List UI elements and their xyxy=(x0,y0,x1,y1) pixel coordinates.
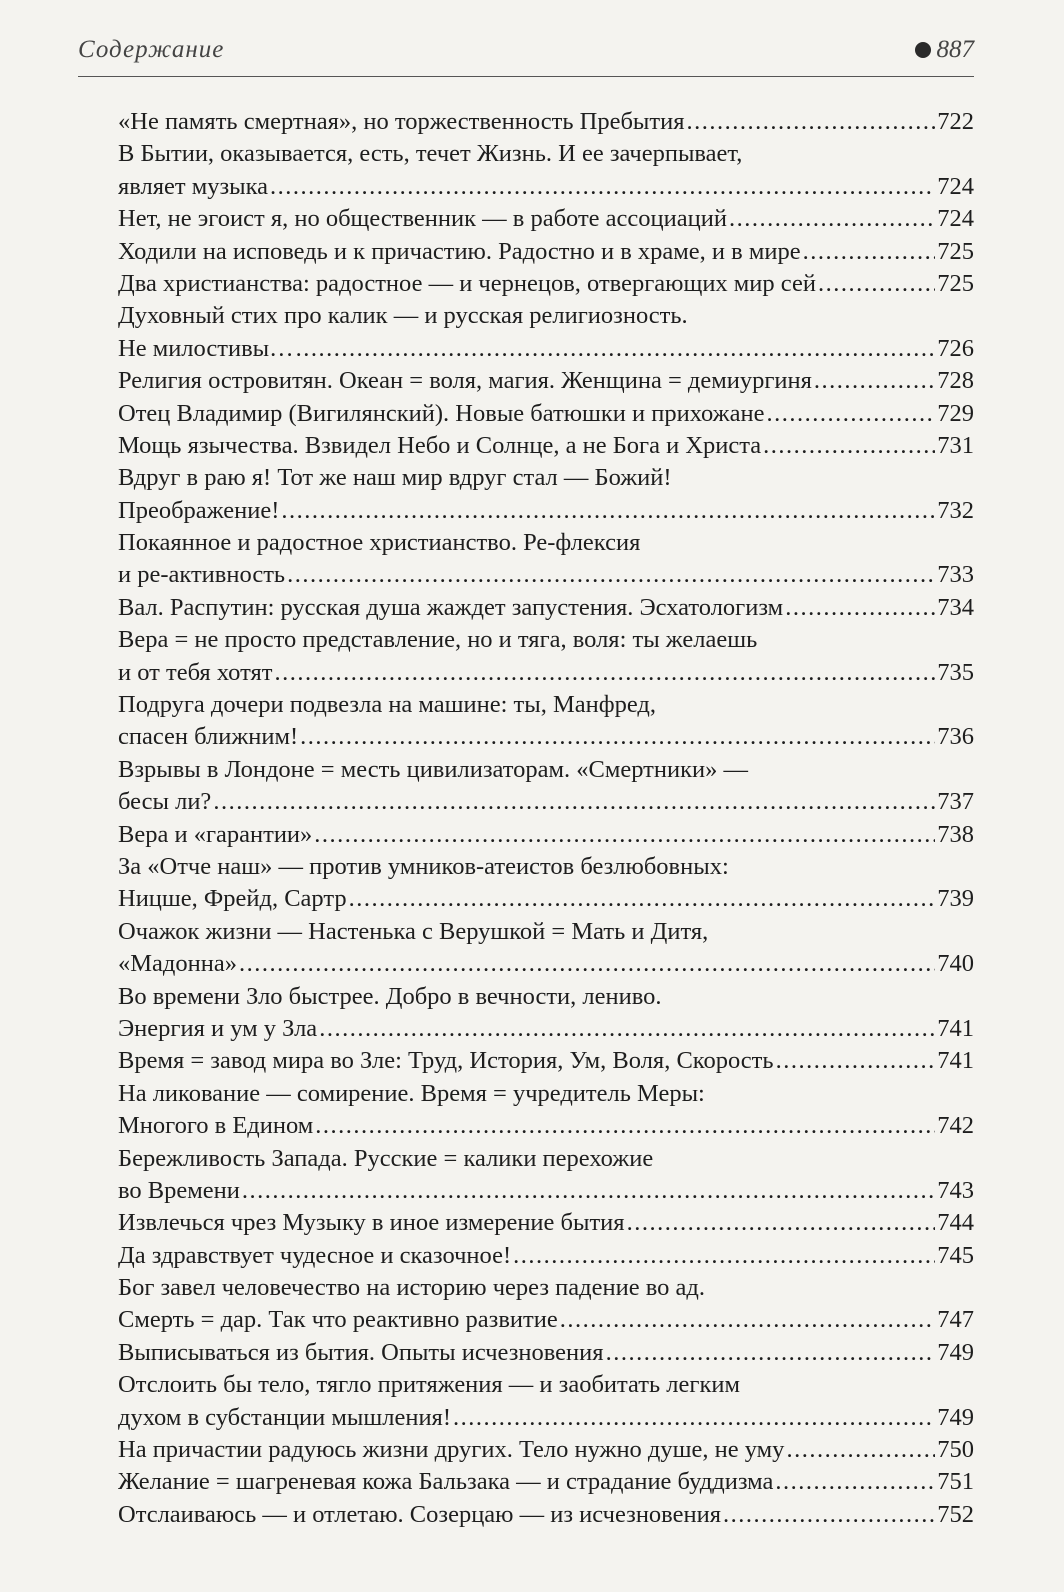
toc-entry[interactable] xyxy=(118,624,974,689)
dot-leader xyxy=(686,106,935,138)
toc-page-number: 731 xyxy=(937,431,974,459)
toc-entry[interactable] xyxy=(118,1272,974,1337)
table-of-contents xyxy=(118,106,974,1531)
toc-page-number: 741 xyxy=(937,1047,974,1075)
dot-leader xyxy=(319,1013,935,1045)
toc-page-number: 733 xyxy=(937,561,974,589)
toc-page-number: 752 xyxy=(937,1500,974,1528)
toc-entry-line xyxy=(118,786,974,818)
toc-entry[interactable] xyxy=(118,106,974,138)
toc-entry-line xyxy=(118,1045,974,1077)
dot-leader xyxy=(239,948,935,980)
bullet-icon xyxy=(915,42,931,58)
toc-entry-line: За «Отче наш» — против умников-атеистов безлюбовных: xyxy=(118,852,729,880)
toc-entry-title: «Не память смертная», но торжественность Пребытия xyxy=(118,108,685,135)
toc-entry-line: Подруга дочери подвезла на машине: ты, Манфред, xyxy=(118,691,656,719)
toc-entry-title: и от тебя хотят xyxy=(118,658,273,686)
toc-entry[interactable] xyxy=(118,1240,974,1272)
toc-entry-line xyxy=(118,495,974,527)
toc-page-number: 735 xyxy=(937,658,974,686)
toc-entry[interactable] xyxy=(118,916,974,981)
dot-leader xyxy=(803,236,936,268)
toc-entry[interactable] xyxy=(118,1499,974,1531)
toc-page-number: 747 xyxy=(937,1306,974,1334)
toc-entry[interactable] xyxy=(118,754,974,819)
toc-page-number: 738 xyxy=(937,820,974,848)
toc-entry[interactable] xyxy=(118,462,974,527)
dot-leader xyxy=(785,592,935,624)
toc-entry-title: Отслаиваюсь — и отлетаю. Созерцаю — из исчезновения xyxy=(118,1500,721,1528)
running-header xyxy=(78,28,974,77)
toc-entry[interactable] xyxy=(118,1143,974,1208)
toc-entry-line: Вера = не просто представление, но и тяга, воля: ты желаешь xyxy=(118,626,758,654)
toc-entry[interactable] xyxy=(118,527,974,592)
dot-leader xyxy=(270,171,935,203)
toc-entry[interactable] xyxy=(118,236,974,268)
toc-page-number: 740 xyxy=(937,950,974,978)
toc-page-number: 722 xyxy=(937,108,974,135)
dot-leader xyxy=(775,1466,935,1498)
dot-leader xyxy=(242,1175,935,1207)
toc-entry-line xyxy=(118,1175,974,1207)
toc-page-number: 732 xyxy=(937,496,974,524)
toc-entry-title: во Времени xyxy=(118,1176,240,1204)
toc-entry-line xyxy=(118,236,974,268)
toc-entry-line xyxy=(118,430,974,462)
page-number-block xyxy=(915,36,975,64)
toc-entry-line xyxy=(118,398,974,430)
dot-leader xyxy=(627,1207,936,1239)
toc-entry-title: Не милостивы… xyxy=(118,334,294,362)
toc-entry-title: духом в субстанции мышления! xyxy=(118,1403,451,1431)
toc-page-number: 724 xyxy=(937,172,974,200)
toc-page-number: 749 xyxy=(937,1338,974,1366)
toc-entry-title: Религия островитян. Океан = воля, магия. Женщина = демиургиня xyxy=(118,367,812,395)
dot-leader xyxy=(287,559,935,591)
toc-entry-title: Выписываться из бытия. Опыты исчезновения xyxy=(118,1338,604,1366)
toc-entry[interactable] xyxy=(118,365,974,397)
toc-entry[interactable] xyxy=(118,268,974,300)
toc-entry[interactable] xyxy=(118,1337,974,1369)
toc-entry[interactable] xyxy=(118,689,974,754)
dot-leader xyxy=(729,203,935,235)
toc-entry-title: Многого в Едином xyxy=(118,1112,314,1140)
toc-page-number: 750 xyxy=(937,1436,974,1464)
toc-entry-line xyxy=(118,171,974,203)
toc-entry-title: спасен ближним! xyxy=(118,723,299,751)
toc-entry[interactable] xyxy=(118,1434,974,1466)
toc-entry-line: На ликование — сомирение. Время = учредитель Меры: xyxy=(118,1079,705,1107)
toc-entry-line: Духовный стих про калик — и русская религиозность. xyxy=(118,302,688,330)
toc-page-number: 751 xyxy=(937,1468,974,1496)
toc-entry-line xyxy=(118,333,974,365)
toc-entry-line: Отслоить бы тело, тягло притяжения — и заобитать легким xyxy=(118,1371,740,1399)
toc-entry-line: Взрывы в Лондоне = месть цивилизаторам. «Смертники» — xyxy=(118,755,748,783)
toc-entry-line xyxy=(118,1240,974,1272)
toc-entry-title: Вера и «гарантии» xyxy=(118,820,313,848)
toc-entry[interactable] xyxy=(118,430,974,462)
toc-entry-title: являет музыка xyxy=(118,172,269,200)
toc-page-number: 726 xyxy=(937,334,974,362)
toc-page-number: 739 xyxy=(937,885,974,913)
toc-entry-title: Время = завод мира во Зле: Труд, История, Ум, Воля, Скорость xyxy=(118,1047,774,1075)
toc-entry-line xyxy=(118,592,974,624)
toc-entry-line xyxy=(118,365,974,397)
dot-leader xyxy=(606,1337,936,1369)
section-title: Содержание xyxy=(78,36,225,63)
toc-entry-line xyxy=(118,1013,974,1045)
dot-leader xyxy=(300,721,935,753)
toc-entry-line xyxy=(118,1499,974,1531)
toc-entry-line: В Бытии, оказывается, есть, течет Жизнь. И ее зачерпывает, xyxy=(118,140,743,168)
toc-entry-line: Очажок жизни — Настенька с Верушкой = Мать и Дитя, xyxy=(118,917,709,945)
toc-entry-line xyxy=(118,1434,974,1466)
toc-entry-title: «Мадонна» xyxy=(118,950,237,978)
toc-entry-title: Нет, не эгоист я, но общественник — в работе ассоциаций xyxy=(118,205,727,233)
dot-leader xyxy=(274,657,935,689)
toc-entry-line xyxy=(118,1466,974,1498)
toc-entry-title: Желание = шагреневая кожа Бальзака — и страдание буддизма xyxy=(118,1468,774,1496)
dot-leader xyxy=(296,333,936,365)
toc-entry-title: Да здравствует чудесное и сказочное! xyxy=(118,1241,512,1269)
toc-entry[interactable] xyxy=(118,851,974,916)
dot-leader xyxy=(766,398,935,430)
toc-entry-title: бесы ли? xyxy=(118,788,212,816)
toc-entry-title: Преображение! xyxy=(118,496,280,524)
toc-entry-title: Отец Владимир (Вигилянский). Новые батюшки и прихожане xyxy=(118,399,765,427)
toc-entry[interactable] xyxy=(118,981,974,1046)
toc-entry-line: Бог завел человечество на историю через падение во ад. xyxy=(118,1274,705,1302)
dot-leader xyxy=(513,1240,935,1272)
toc-entry-line xyxy=(118,819,974,851)
dot-leader xyxy=(763,430,935,462)
toc-entry-line xyxy=(118,1402,974,1434)
toc-page-number: 737 xyxy=(937,788,974,816)
toc-entry-title: Два христианства: радостное — и чернецов, отвергающих мир сей xyxy=(118,269,816,297)
dot-leader xyxy=(818,268,935,300)
toc-page-number: 745 xyxy=(937,1241,974,1269)
toc-page-number: 736 xyxy=(937,723,974,751)
toc-entry-title: Энергия и ум у Зла xyxy=(118,1014,318,1042)
dot-leader xyxy=(349,883,936,915)
toc-page-number: 728 xyxy=(937,367,974,395)
dot-leader xyxy=(315,1110,935,1142)
toc-page-number: 724 xyxy=(937,205,974,233)
toc-entry[interactable] xyxy=(118,819,974,851)
toc-entry[interactable] xyxy=(118,203,974,235)
toc-entry-line: Покаянное и радостное христианство. Ре-флексия xyxy=(118,529,641,557)
toc-entry-title: Вал. Распутин: русская душа жаждет запустения. Эсхатологизм xyxy=(118,593,784,621)
toc-entry[interactable] xyxy=(118,398,974,430)
toc-page-number: 743 xyxy=(937,1176,974,1204)
toc-entry-title: Ницше, Фрейд, Сартр xyxy=(118,885,347,913)
toc-page-number: 742 xyxy=(937,1112,974,1140)
toc-entry-line xyxy=(118,559,974,591)
toc-entry[interactable] xyxy=(118,300,974,365)
toc-page-number: 725 xyxy=(937,237,974,265)
toc-entry-line xyxy=(118,657,974,689)
toc-entry[interactable] xyxy=(118,1045,974,1077)
toc-entry[interactable] xyxy=(118,1078,974,1143)
dot-leader xyxy=(776,1045,936,1077)
toc-page-number: 749 xyxy=(937,1403,974,1431)
toc-entry-line xyxy=(118,203,974,235)
toc-entry-line xyxy=(118,721,974,753)
toc-entry-title: Извлечься чрез Музыку в иное измерение бытия xyxy=(118,1209,625,1237)
toc-entry-line xyxy=(118,948,974,980)
toc-entry-title: На причастии радуюсь жизни других. Тело нужно душе, не уму xyxy=(118,1436,785,1464)
toc-page-number: 741 xyxy=(937,1014,974,1042)
toc-entry-line xyxy=(118,1110,974,1142)
toc-entry-line xyxy=(118,1337,974,1369)
toc-entry-line xyxy=(118,106,974,138)
toc-entry-title: Мощь язычества. Взвидел Небо и Солнце, а не Бога и Христа xyxy=(118,431,762,459)
toc-entry[interactable] xyxy=(118,1466,974,1498)
dot-leader xyxy=(814,365,935,397)
dot-leader xyxy=(314,819,935,851)
toc-entry[interactable] xyxy=(118,592,974,624)
page-number: 887 xyxy=(936,36,974,63)
toc-entry-line: Вдруг в раю я! Тот же наш мир вдруг стал — Божий! xyxy=(118,464,672,492)
toc-entry-title: и ре-активность xyxy=(118,561,286,589)
toc-entry-title: Ходили на исповедь и к причастию. Радостно и в храме, и в мире xyxy=(118,237,801,265)
dot-leader xyxy=(786,1434,935,1466)
dot-leader xyxy=(723,1499,935,1531)
dot-leader xyxy=(213,786,935,818)
toc-entry-title: Смерть = дар. Так что реактивно развитие xyxy=(118,1306,558,1334)
toc-entry-line xyxy=(118,268,974,300)
toc-page-number: 734 xyxy=(937,593,974,621)
toc-page-number: 725 xyxy=(937,269,974,297)
dot-leader xyxy=(453,1402,935,1434)
toc-entry-line xyxy=(118,1304,974,1336)
dot-leader xyxy=(560,1304,936,1336)
toc-page-number: 729 xyxy=(937,399,974,427)
toc-entry-line: Бережливость Запада. Русские = калики перехожие xyxy=(118,1144,654,1172)
dot-leader xyxy=(281,495,935,527)
toc-entry[interactable] xyxy=(118,1369,974,1434)
toc-page-number: 744 xyxy=(937,1209,974,1237)
toc-entry-line xyxy=(118,1207,974,1239)
toc-entry[interactable] xyxy=(118,1207,974,1239)
toc-entry-line xyxy=(118,883,974,915)
toc-entry[interactable] xyxy=(118,138,974,203)
toc-entry-line: Во времени Зло быстрее. Добро в вечности, лениво. xyxy=(118,982,662,1010)
